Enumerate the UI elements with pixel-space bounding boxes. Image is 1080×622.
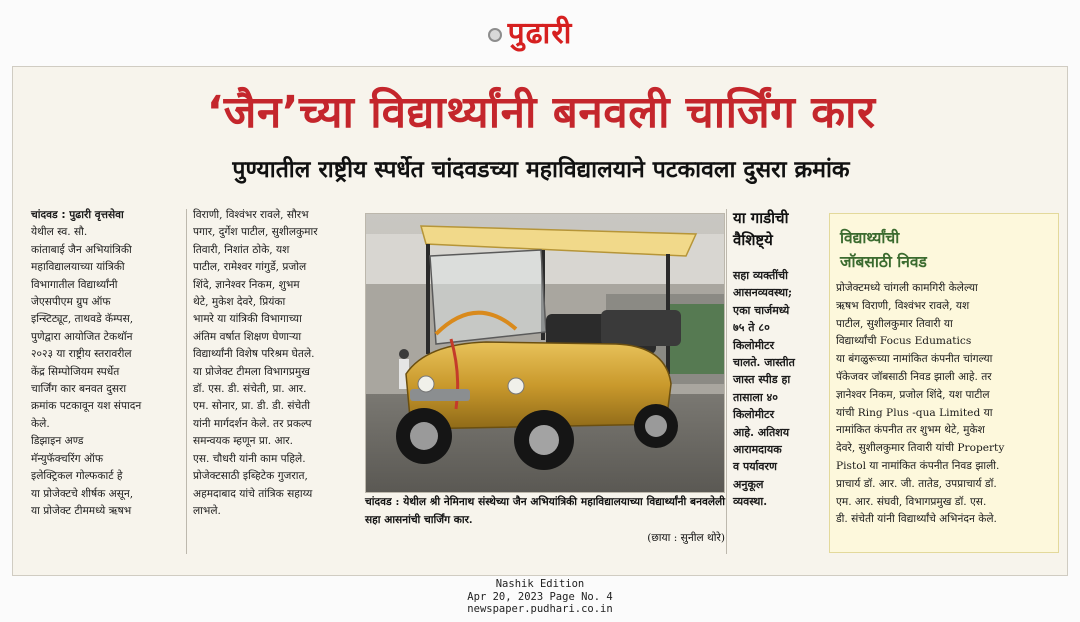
text-line: महाविद्यालयाच्या यांत्रिकी	[31, 261, 125, 274]
text-line: भामरे या यांत्रिकी विभागाच्या	[193, 313, 302, 326]
newspaper-clipping	[12, 66, 1068, 576]
selection-line: ज्ञानेश्वर निकम, प्रजोल शिंदे, यश पाटील	[836, 388, 990, 401]
feature-line: सहा व्यक्तींची	[733, 269, 788, 282]
feature-line: आरामदायक	[733, 443, 782, 457]
text-line: विभागातील विद्यार्थ्यांनी	[31, 278, 118, 291]
selection-line: देवरे, सुशीलकुमार तिवारी यांची Property	[836, 442, 1005, 455]
feature-line: ७५ ते ८०	[733, 321, 770, 335]
selection-line: ऋषभ विराणी, विश्वंभर रावले, यश	[836, 299, 970, 312]
feature-line: तासाला ४०	[733, 390, 778, 404]
selection-line: नामांकित कंपनीत तर शुभम थेटे, मुकेश	[836, 424, 985, 437]
selection-line: विद्यार्थ्यांची Focus Edumatics	[836, 335, 972, 348]
text-line: थेटे, मुकेश देवरे, प्रियंका	[193, 296, 286, 309]
edition-footer	[0, 578, 1080, 616]
article-column-1	[31, 207, 186, 520]
text-line: लाभले.	[193, 504, 221, 517]
features-column	[733, 207, 823, 511]
text-line: अंतिम वर्षात शिक्षण घेणाऱ्या	[193, 330, 302, 343]
feature-line: किलोमीटर	[733, 408, 775, 422]
headline: ‘जैन’च्या विद्यार्थ्यांनी बनवली चार्जिंग कार	[206, 87, 876, 138]
text-line: अहमदाबाद यांचे तांत्रिक सहाय्य	[193, 487, 313, 500]
text-line: विद्यार्थ्यांनी विशेष परिश्रम घेतले.	[193, 348, 315, 361]
selection-line: Pistol या नामांकित कंपनीत निवड झाली.	[836, 459, 1000, 472]
text-line: इन्स्टिट्यूट, ताथवडे कॅम्पस,	[31, 313, 134, 326]
text-line: तिवारी, निशांत ठोके, यश	[193, 243, 290, 256]
text-line: जेएसपीएम ग्रुप ऑफ	[31, 296, 111, 309]
pudhari-emblem-icon	[488, 28, 502, 42]
column-divider	[186, 209, 187, 554]
edition-name: Nashik Edition	[495, 578, 585, 590]
golf-cart-illustration	[366, 214, 725, 493]
text-line: येथील स्व. सौ.	[31, 226, 88, 239]
selection-line: पॅकेजवर जॉबसाठी निवड झाली आहे. तर	[836, 370, 992, 383]
text-line: कांताबाई जैन अभियांत्रिकी	[31, 243, 132, 256]
edition-url[interactable]: newspaper.pudhari.co.in	[467, 603, 613, 615]
text-line: डॉ. एस. डी. संचेती, प्रा. आर.	[193, 383, 307, 396]
text-line: शिंदे, ज्ञानेश्वर निकम, शुभम	[193, 278, 300, 291]
photo-caption	[365, 493, 725, 547]
text-line: चार्जिंग कार बनवत दुसरा	[31, 383, 127, 396]
column-divider	[726, 209, 727, 554]
feature-line: जास्त स्पीड हा	[733, 373, 791, 387]
feature-line: व्यवस्था.	[733, 495, 768, 509]
text-line: पाटील, रामेश्वर गांगुर्डे, प्रजोल	[193, 261, 307, 274]
selection-line: पाटील, सुशीलकुमार तिवारी या	[836, 317, 953, 330]
text-line: इलेक्ट्रिकल गोल्फकार्ट हे	[31, 470, 123, 483]
feature-line: आहे. अतिशय	[733, 425, 790, 439]
text-line: या प्रोजेक्ट टीममध्ये ऋषभ	[31, 504, 132, 517]
selection-line: एम. आर. संघवी, विभागप्रमुख डॉ. एस.	[836, 495, 987, 508]
text-line: पुणेद्वारा आयोजित टेकथॉन	[31, 330, 133, 343]
text-line: विराणी, विश्वंभर रावले, सौरभ	[193, 209, 309, 221]
feature-line: व पर्यावरण	[733, 460, 777, 474]
text-line: डिझाइन अण्ड	[31, 435, 84, 448]
text-line: पगार, दुर्गेश पाटील, सुशीलकुमार	[193, 226, 318, 239]
selection-line: प्रोजेक्टमध्ये चांगली कामगिरी केलेल्या	[836, 282, 978, 294]
text-line: समन्वयक म्हणून प्रा. आर.	[193, 435, 293, 448]
logo-text: पुढारी	[507, 16, 573, 51]
text-line: एम. सोनार, प्रा. डी. डी. संचेती	[193, 400, 310, 413]
text-line: या प्रोजेक्ट टीमला विभागप्रमुख	[193, 365, 310, 378]
selection-heading	[840, 226, 927, 274]
masthead	[0, 10, 1080, 60]
selection-line: यांची Ring Plus -qua Limited या	[836, 406, 993, 419]
subheadline: पुण्यातील राष्ट्रीय स्पर्धेत चांदवडच्या महाविद्यालयाने पटकावला दुसरा क्रमांक	[232, 157, 850, 183]
text-line: केंद्र सिम्पोजियम स्पर्धेत	[31, 365, 120, 378]
text-line: केले.	[31, 417, 50, 430]
features-heading: या गाडीची वैशिष्ट्ये	[733, 209, 789, 249]
feature-line: चालते. जास्तीत	[733, 356, 795, 370]
selection-line: या बंगळुरूच्या नामांकित कंपनीत चांगल्या	[836, 353, 993, 366]
text-line: यांनी मार्गदर्शन केले. तर प्रकल्प	[193, 417, 312, 430]
selection-heading-line-2: जॉबसाठी निवड	[840, 253, 927, 271]
feature-line: एका चार्जमध्ये	[733, 303, 790, 317]
text-line: मॅन्युफॅक्चरिंग ऑफ	[31, 452, 103, 465]
edition-date-page: Apr 20, 2023 Page No. 4	[467, 590, 613, 603]
text-line: २०२३ या राष्ट्रीय स्तरावरील	[31, 348, 132, 361]
article-column-2	[193, 207, 358, 520]
text-line: क्रमांक पटकावून यश संपादन	[31, 400, 142, 413]
text-line: प्रोजेक्टसाठी इब्हिटेक गुजरात,	[193, 470, 308, 483]
text-line: या प्रोजेक्टचे शीर्षक असून,	[31, 487, 134, 500]
text-line: एस. चौधरी यांनी काम पहिले.	[193, 452, 306, 465]
caption-text: चांदवड : येथील श्री नेमिनाथ संस्थेच्या जैन अभियांत्रिकी महाविद्यालयाच्या विद्यार्थ्यांनी बनवलेली सहा आसनांची चार्जिंग कार.	[365, 496, 725, 526]
selection-body	[836, 280, 1004, 529]
dateline: चांदवड : पुढारी वृत्तसेवा	[31, 209, 124, 221]
feature-line: किलोमीटर	[733, 338, 775, 352]
golf-cart-photo	[365, 213, 725, 493]
selection-line: डी. संचेती यांनी विद्यार्थ्यांचे अभिनंदन केले.	[836, 513, 997, 526]
photo-credit: (छाया : सुनील थोरे)	[647, 532, 725, 544]
feature-line: आसनव्यवस्था;	[733, 286, 793, 300]
job-selection-box	[829, 213, 1059, 553]
pudhari-logo[interactable]	[508, 14, 573, 54]
selection-line: प्राचार्य डॉ. आर. जी. तातेड, उपप्राचार्य डॉ.	[836, 477, 997, 490]
feature-line: अनुकूल	[733, 477, 764, 491]
selection-heading-line-1: विद्यार्थ्यांची	[840, 229, 900, 247]
